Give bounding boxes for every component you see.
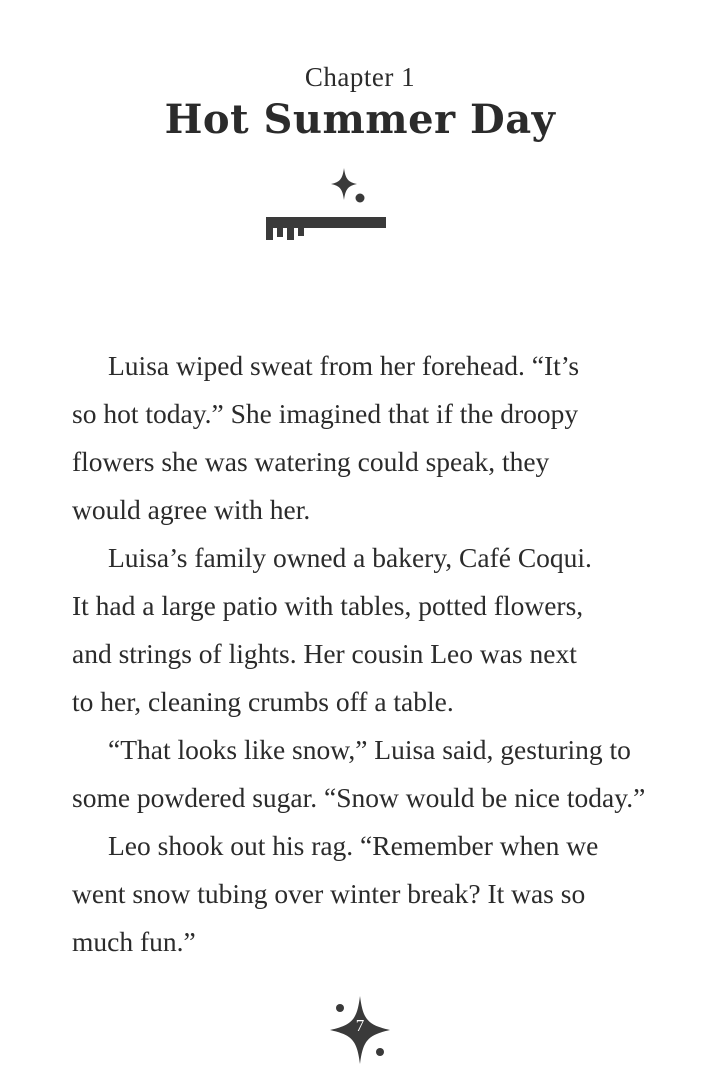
text-line: It had a large patio with tables, potted flowers, bbox=[72, 590, 584, 621]
text-line: Luisa’s family owned a bakery, Café Coqui. bbox=[108, 542, 592, 573]
text-line: went snow tubing over winter break? It was so bbox=[72, 878, 586, 909]
text-line: much fun.” bbox=[72, 926, 196, 957]
key-moon-star-icon bbox=[262, 166, 457, 260]
chapter-title: Hot Summer Day bbox=[164, 96, 556, 143]
text-line: “That looks like snow,” Luisa said, gesturing to bbox=[108, 734, 631, 765]
text-line: Luisa wiped sweat from her forehead. “It’s bbox=[108, 350, 580, 381]
page-number: 7 bbox=[355, 1016, 365, 1035]
text-line: to her, cleaning crumbs off a table. bbox=[72, 686, 454, 717]
text-line: flowers she was watering could speak, they bbox=[72, 446, 550, 477]
text-line: Leo shook out his rag. “Remember when we bbox=[108, 830, 599, 861]
text-line: some powdered sugar. “Snow would be nice today.” bbox=[72, 782, 646, 813]
text-line: so hot today.” She imagined that if the droopy bbox=[72, 398, 579, 429]
chapter-label: Chapter 1 bbox=[304, 62, 416, 92]
body-text bbox=[72, 342, 652, 966]
text-line: would agree with her. bbox=[72, 494, 311, 525]
text-line: and strings of lights. Her cousin Leo was next bbox=[72, 638, 577, 669]
